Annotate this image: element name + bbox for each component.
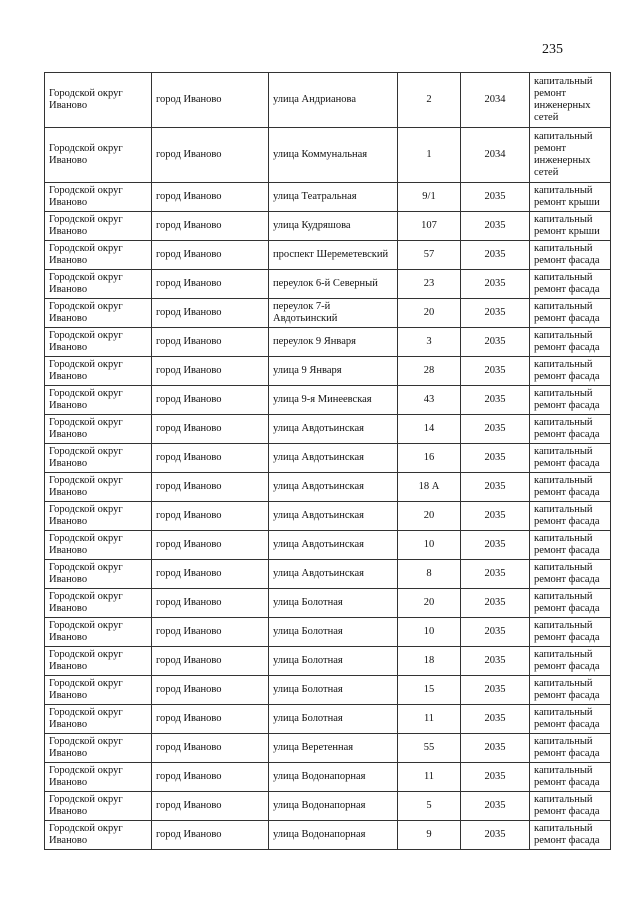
okrug-cell: Городской округ Иваново bbox=[45, 73, 152, 128]
year-cell: 2035 bbox=[461, 647, 530, 676]
year-cell: 2035 bbox=[461, 705, 530, 734]
okrug-cell: Городской округ Иваново bbox=[45, 734, 152, 763]
house-cell: 10 bbox=[398, 618, 461, 647]
okrug-cell: Городской округ Иваново bbox=[45, 183, 152, 212]
year-cell: 2035 bbox=[461, 357, 530, 386]
street-cell: улица Коммунальная bbox=[269, 128, 398, 183]
street-cell: улица Кудряшова bbox=[269, 212, 398, 241]
table-row bbox=[45, 473, 611, 502]
table-row bbox=[45, 502, 611, 531]
year-cell: 2035 bbox=[461, 386, 530, 415]
house-cell: 11 bbox=[398, 705, 461, 734]
okrug-cell: Городской округ Иваново bbox=[45, 821, 152, 850]
house-cell: 9/1 bbox=[398, 183, 461, 212]
year-cell: 2035 bbox=[461, 531, 530, 560]
city-cell: город Иваново bbox=[152, 676, 269, 705]
city-cell: город Иваново bbox=[152, 473, 269, 502]
year-cell: 2035 bbox=[461, 328, 530, 357]
year-cell: 2035 bbox=[461, 444, 530, 473]
street-cell: улица Авдотьинская bbox=[269, 444, 398, 473]
work-type-cell: капитальный ремонт фасада bbox=[530, 386, 611, 415]
house-cell: 1 bbox=[398, 128, 461, 183]
year-cell: 2035 bbox=[461, 618, 530, 647]
table-row bbox=[45, 734, 611, 763]
table-row bbox=[45, 444, 611, 473]
year-cell: 2035 bbox=[461, 299, 530, 328]
okrug-cell: Городской округ Иваново bbox=[45, 241, 152, 270]
table-row bbox=[45, 618, 611, 647]
street-cell: переулок 7-й Авдотьинский bbox=[269, 299, 398, 328]
work-type-cell: капитальный ремонт фасада bbox=[530, 734, 611, 763]
city-cell: город Иваново bbox=[152, 386, 269, 415]
city-cell: город Иваново bbox=[152, 128, 269, 183]
work-type-cell: капитальный ремонт фасада bbox=[530, 589, 611, 618]
house-cell: 20 bbox=[398, 589, 461, 618]
house-cell: 107 bbox=[398, 212, 461, 241]
work-type-cell: капитальный ремонт фасада bbox=[530, 763, 611, 792]
table-row bbox=[45, 270, 611, 299]
city-cell: город Иваново bbox=[152, 241, 269, 270]
house-cell: 23 bbox=[398, 270, 461, 299]
okrug-cell: Городской округ Иваново bbox=[45, 444, 152, 473]
house-cell: 57 bbox=[398, 241, 461, 270]
year-cell: 2035 bbox=[461, 734, 530, 763]
work-type-cell: капитальный ремонт крыши bbox=[530, 212, 611, 241]
table-row bbox=[45, 128, 611, 183]
city-cell: город Иваново bbox=[152, 618, 269, 647]
street-cell: улица Авдотьинская bbox=[269, 415, 398, 444]
street-cell: улица Авдотьинская bbox=[269, 473, 398, 502]
table-row bbox=[45, 183, 611, 212]
city-cell: город Иваново bbox=[152, 531, 269, 560]
city-cell: город Иваново bbox=[152, 415, 269, 444]
work-type-cell: капитальный ремонт инженерных сетей bbox=[530, 128, 611, 183]
house-cell: 15 bbox=[398, 676, 461, 705]
table-row bbox=[45, 357, 611, 386]
street-cell: улица Болотная bbox=[269, 676, 398, 705]
year-cell: 2035 bbox=[461, 792, 530, 821]
city-cell: город Иваново bbox=[152, 502, 269, 531]
okrug-cell: Городской округ Иваново bbox=[45, 647, 152, 676]
work-type-cell: капитальный ремонт фасада bbox=[530, 531, 611, 560]
work-type-cell: капитальный ремонт фасада bbox=[530, 502, 611, 531]
year-cell: 2035 bbox=[461, 821, 530, 850]
year-cell: 2035 bbox=[461, 560, 530, 589]
work-type-cell: капитальный ремонт фасада bbox=[530, 560, 611, 589]
okrug-cell: Городской округ Иваново bbox=[45, 386, 152, 415]
okrug-cell: Городской округ Иваново bbox=[45, 618, 152, 647]
registry-table bbox=[44, 72, 611, 850]
table-row bbox=[45, 647, 611, 676]
table-row bbox=[45, 531, 611, 560]
year-cell: 2035 bbox=[461, 473, 530, 502]
table-row bbox=[45, 589, 611, 618]
okrug-cell: Городской округ Иваново bbox=[45, 270, 152, 299]
table-row bbox=[45, 821, 611, 850]
work-type-cell: капитальный ремонт фасада bbox=[530, 618, 611, 647]
table-row bbox=[45, 763, 611, 792]
street-cell: улица Андрианова bbox=[269, 73, 398, 128]
street-cell: улица Болотная bbox=[269, 647, 398, 676]
okrug-cell: Городской округ Иваново bbox=[45, 792, 152, 821]
work-type-cell: капитальный ремонт фасада bbox=[530, 821, 611, 850]
street-cell: улица Водонапорная bbox=[269, 792, 398, 821]
house-cell: 18 bbox=[398, 647, 461, 676]
table-row bbox=[45, 212, 611, 241]
city-cell: город Иваново bbox=[152, 183, 269, 212]
work-type-cell: капитальный ремонт фасада bbox=[530, 473, 611, 502]
city-cell: город Иваново bbox=[152, 560, 269, 589]
city-cell: город Иваново bbox=[152, 763, 269, 792]
street-cell: переулок 6-й Северный bbox=[269, 270, 398, 299]
city-cell: город Иваново bbox=[152, 444, 269, 473]
table-row bbox=[45, 676, 611, 705]
work-type-cell: капитальный ремонт фасада bbox=[530, 357, 611, 386]
house-cell: 14 bbox=[398, 415, 461, 444]
year-cell: 2035 bbox=[461, 763, 530, 792]
work-type-cell: капитальный ремонт фасада bbox=[530, 415, 611, 444]
table-row bbox=[45, 792, 611, 821]
work-type-cell: капитальный ремонт фасада bbox=[530, 705, 611, 734]
table-row bbox=[45, 241, 611, 270]
year-cell: 2034 bbox=[461, 73, 530, 128]
house-cell: 43 bbox=[398, 386, 461, 415]
work-type-cell: капитальный ремонт фасада bbox=[530, 647, 611, 676]
street-cell: улица Болотная bbox=[269, 705, 398, 734]
table-row bbox=[45, 328, 611, 357]
street-cell: улица Авдотьинская bbox=[269, 502, 398, 531]
table-row bbox=[45, 705, 611, 734]
table-row bbox=[45, 73, 611, 128]
house-cell: 55 bbox=[398, 734, 461, 763]
street-cell: улица Веретенная bbox=[269, 734, 398, 763]
house-cell: 3 bbox=[398, 328, 461, 357]
city-cell: город Иваново bbox=[152, 734, 269, 763]
street-cell: улица Авдотьинская bbox=[269, 560, 398, 589]
okrug-cell: Городской округ Иваново bbox=[45, 357, 152, 386]
okrug-cell: Городской округ Иваново bbox=[45, 212, 152, 241]
city-cell: город Иваново bbox=[152, 647, 269, 676]
year-cell: 2035 bbox=[461, 415, 530, 444]
okrug-cell: Городской округ Иваново bbox=[45, 676, 152, 705]
table-row bbox=[45, 415, 611, 444]
work-type-cell: капитальный ремонт фасада bbox=[530, 241, 611, 270]
table-row bbox=[45, 386, 611, 415]
work-type-cell: капитальный ремонт фасада bbox=[530, 270, 611, 299]
okrug-cell: Городской округ Иваново bbox=[45, 763, 152, 792]
year-cell: 2035 bbox=[461, 676, 530, 705]
street-cell: улица Театральная bbox=[269, 183, 398, 212]
city-cell: город Иваново bbox=[152, 589, 269, 618]
house-cell: 11 bbox=[398, 763, 461, 792]
house-cell: 18 А bbox=[398, 473, 461, 502]
year-cell: 2035 bbox=[461, 270, 530, 299]
city-cell: город Иваново bbox=[152, 792, 269, 821]
house-cell: 8 bbox=[398, 560, 461, 589]
year-cell: 2035 bbox=[461, 589, 530, 618]
street-cell: улица Болотная bbox=[269, 618, 398, 647]
city-cell: город Иваново bbox=[152, 357, 269, 386]
work-type-cell: капитальный ремонт фасада bbox=[530, 328, 611, 357]
year-cell: 2035 bbox=[461, 241, 530, 270]
year-cell: 2034 bbox=[461, 128, 530, 183]
okrug-cell: Городской округ Иваново bbox=[45, 531, 152, 560]
house-cell: 2 bbox=[398, 73, 461, 128]
street-cell: улица Водонапорная bbox=[269, 763, 398, 792]
year-cell: 2035 bbox=[461, 212, 530, 241]
page-number: 235 bbox=[542, 42, 563, 57]
okrug-cell: Городской округ Иваново bbox=[45, 128, 152, 183]
table-row bbox=[45, 299, 611, 328]
city-cell: город Иваново bbox=[152, 328, 269, 357]
city-cell: город Иваново bbox=[152, 299, 269, 328]
house-cell: 20 bbox=[398, 299, 461, 328]
work-type-cell: капитальный ремонт фасада bbox=[530, 299, 611, 328]
okrug-cell: Городской округ Иваново bbox=[45, 705, 152, 734]
house-cell: 16 bbox=[398, 444, 461, 473]
street-cell: улица Водонапорная bbox=[269, 821, 398, 850]
table-row bbox=[45, 560, 611, 589]
street-cell: улица 9-я Минеевская bbox=[269, 386, 398, 415]
okrug-cell: Городской округ Иваново bbox=[45, 473, 152, 502]
work-type-cell: капитальный ремонт инженерных сетей bbox=[530, 73, 611, 128]
okrug-cell: Городской округ Иваново bbox=[45, 589, 152, 618]
street-cell: переулок 9 Января bbox=[269, 328, 398, 357]
house-cell: 20 bbox=[398, 502, 461, 531]
okrug-cell: Городской округ Иваново bbox=[45, 502, 152, 531]
street-cell: улица 9 Января bbox=[269, 357, 398, 386]
city-cell: город Иваново bbox=[152, 212, 269, 241]
okrug-cell: Городской округ Иваново bbox=[45, 328, 152, 357]
year-cell: 2035 bbox=[461, 502, 530, 531]
city-cell: город Иваново bbox=[152, 821, 269, 850]
year-cell: 2035 bbox=[461, 183, 530, 212]
house-cell: 5 bbox=[398, 792, 461, 821]
okrug-cell: Городской округ Иваново bbox=[45, 299, 152, 328]
house-cell: 9 bbox=[398, 821, 461, 850]
registry-table-body bbox=[45, 73, 611, 850]
street-cell: проспект Шереметевский bbox=[269, 241, 398, 270]
work-type-cell: капитальный ремонт фасада bbox=[530, 792, 611, 821]
street-cell: улица Болотная bbox=[269, 589, 398, 618]
city-cell: город Иваново bbox=[152, 270, 269, 299]
house-cell: 10 bbox=[398, 531, 461, 560]
work-type-cell: капитальный ремонт фасада bbox=[530, 676, 611, 705]
city-cell: город Иваново bbox=[152, 73, 269, 128]
work-type-cell: капитальный ремонт фасада bbox=[530, 444, 611, 473]
city-cell: город Иваново bbox=[152, 705, 269, 734]
house-cell: 28 bbox=[398, 357, 461, 386]
okrug-cell: Городской округ Иваново bbox=[45, 415, 152, 444]
okrug-cell: Городской округ Иваново bbox=[45, 560, 152, 589]
street-cell: улица Авдотьинская bbox=[269, 531, 398, 560]
work-type-cell: капитальный ремонт крыши bbox=[530, 183, 611, 212]
